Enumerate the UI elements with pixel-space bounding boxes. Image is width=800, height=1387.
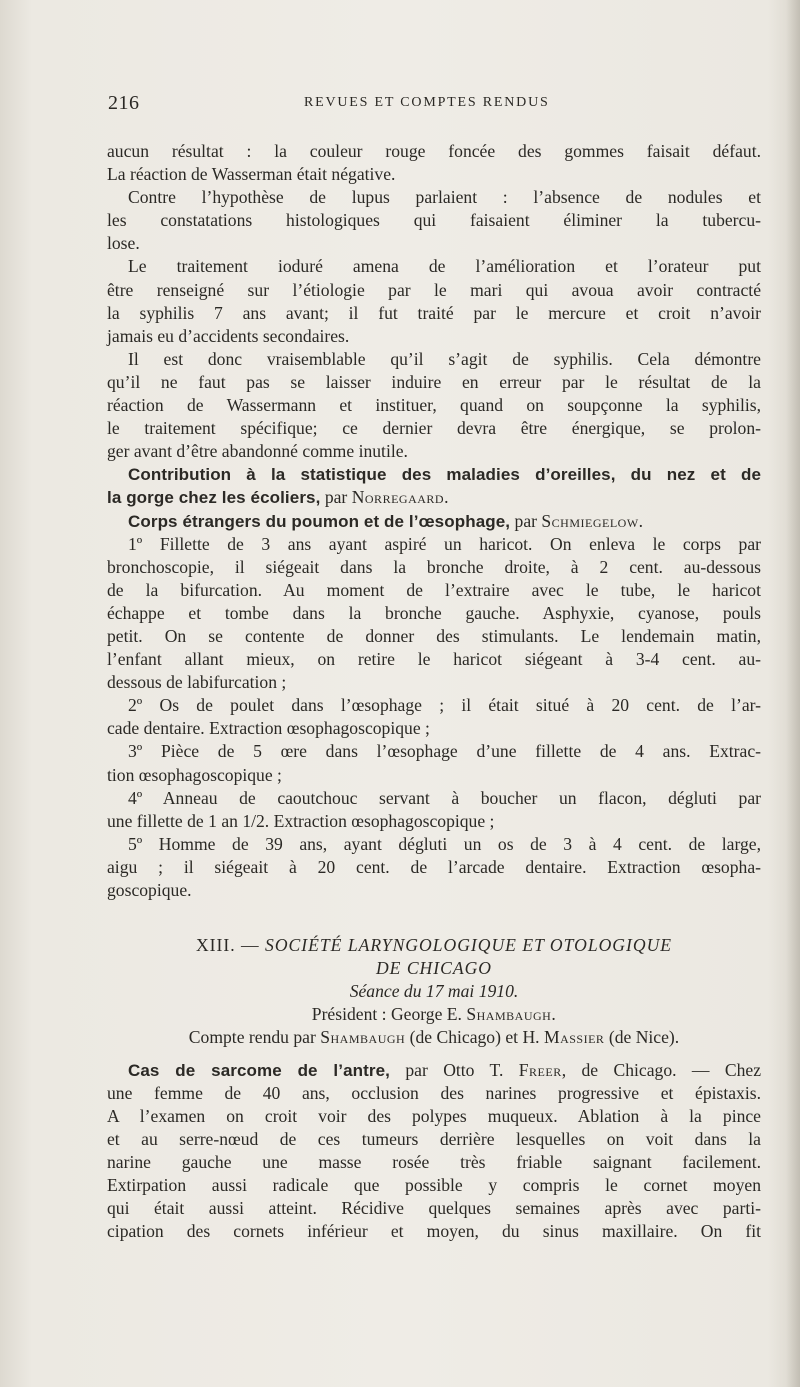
- article-title-corps-etrangers: [107, 510, 761, 533]
- text-line: lose.: [107, 233, 140, 254]
- reporter-name: Massier: [543, 1027, 605, 1048]
- text-line: et au serre-nœud de ces tumeurs derrière lesquelles on voit dans la: [107, 1128, 761, 1149]
- by-text: par Otto T.: [389, 1059, 519, 1080]
- president-name: Shambaugh.: [466, 1004, 557, 1025]
- author-name: Freer: [518, 1059, 562, 1080]
- spacer: [107, 1050, 761, 1059]
- text-line: une fillette de 1 an 1/2. Extraction œsophagoscopique ;: [107, 810, 495, 831]
- text-line: aucun résultat : la couleur rouge foncée des gommes faisait défaut.: [107, 141, 761, 161]
- article-title-statistique: Contribution à la statistique des maladies d’oreilles, du nez et de: [128, 465, 761, 485]
- text-line: 1º Fillette de 3 ans ayant aspiré un haricot. On enleva le corps par: [128, 533, 761, 554]
- text-line: Le traitement ioduré amena de l’amélioration et l’orateur put: [128, 256, 761, 277]
- text-line: La réaction de Wasserman était négative.: [107, 164, 396, 185]
- page-header: [0, 92, 800, 116]
- text-line: bronchoscopie, il siégeait dans la bronche droite, à 2 cent. au-dessous: [107, 556, 761, 577]
- text-line: 5º Homme de 39 ans, ayant dégluti un os de 3 à 4 cent. de large,: [128, 833, 761, 854]
- section-title-line2: DE CHICAGO: [375, 958, 493, 979]
- report-middle: (de Chicago) et H.: [405, 1027, 544, 1048]
- text-line: les constatations histologiques qui faisaient éliminer la tubercu-: [107, 210, 761, 231]
- text-line: tion œsophagoscopique ;: [107, 764, 282, 785]
- section-number: XIII. —: [195, 935, 266, 956]
- text-line: 2º Os de poulet dans l’œsophage ; il était situé à 20 cent. de l’ar-: [128, 695, 761, 716]
- text-line: l’enfant allant mieux, on retire le haricot siégeant à 3-4 cent. au-: [107, 649, 761, 670]
- text-line: qu’il ne faut pas se laisser induire en erreur par le résultat de la: [107, 371, 761, 392]
- author-name: Norregaard.: [351, 487, 449, 508]
- report-prefix: Compte rendu par: [188, 1027, 321, 1048]
- running-title: REVUES ET COMPTES RENDUS: [304, 95, 550, 110]
- article-title-text: la gorge chez les écoliers,: [107, 488, 321, 508]
- text-line: échappe et tombe dans la bronche gauche. Asphyxie, cyanose, pouls: [107, 602, 761, 623]
- by-text: par: [320, 487, 352, 508]
- text-line: être renseigné sur l’étiologie par le mari qui avoua avoir contracté: [107, 279, 761, 300]
- text-line: 3º Pièce de 5 œre dans l’œsophage d’une fillette de 4 ans. Extrac-: [128, 741, 761, 762]
- text-line: de la bifurcation. Au moment de l’extraire avec le tube, le haricot: [107, 579, 761, 600]
- article-title-text: Corps étrangers du poumon et de l’œsophage,: [128, 511, 511, 531]
- text-line: petit. On se contente de donner des stimulants. Le lendemain matin,: [107, 625, 761, 646]
- text-line: Extirpation aussi radicale que possible y compris le cornet moyen: [107, 1175, 761, 1196]
- report-suffix: (de Nice).: [604, 1027, 680, 1048]
- page-number: 216: [108, 92, 140, 114]
- page-body: [107, 140, 761, 1243]
- article-title-text: Cas de sarcome de l’antre,: [128, 1060, 390, 1080]
- text-line: Contre l’hypothèse de lupus parlaient : l’absence de nodules et: [128, 187, 761, 208]
- text-line: Il est donc vraisemblable qu’il s’agit de syphilis. Cela démontre: [128, 348, 761, 369]
- author-name: Schmiegelow.: [541, 510, 644, 531]
- article-title-sarcome: [107, 1059, 761, 1082]
- article-title-statistique-cont: [107, 486, 761, 509]
- text-line: dessous de labifurcation ;: [107, 672, 287, 693]
- text-line: narine gauche une masse rosée très friable saignant facilement.: [107, 1151, 761, 1172]
- session-date: Séance du 17 mai 1910.: [349, 981, 519, 1002]
- by-text: par: [510, 510, 542, 531]
- text-fragment: , de Chicago. — Chez: [561, 1059, 762, 1080]
- text-line: goscopique.: [107, 880, 192, 900]
- spacer: [107, 925, 761, 934]
- president-label: Président : George E.: [311, 1004, 467, 1025]
- text-line: une femme de 40 ans, occlusion des narines progressive et épistaxis.: [107, 1082, 761, 1103]
- text-line: A l’examen on croit voir des polypes muqueux. Ablation à la pince: [107, 1105, 761, 1126]
- report-authors-line: [107, 1026, 761, 1049]
- president-line: [107, 1003, 761, 1026]
- text-line: la syphilis 7 ans avant; il fut traité par le mercure et croit n’avoir: [107, 302, 761, 323]
- reporter-name: Shambaugh: [320, 1027, 406, 1048]
- text-line: 4º Anneau de caoutchouc servant à boucher un flacon, dégluti par: [128, 787, 761, 808]
- spacer: [107, 902, 761, 925]
- text-line: qui était aussi atteint. Récidive quelques semaines après avec parti-: [107, 1198, 761, 1219]
- text-line: cade dentaire. Extraction œsophagoscopique ;: [107, 718, 430, 739]
- text-line: cipation des cornets inférieur et moyen, du sinus maxillaire. On fit: [107, 1221, 761, 1242]
- section-title-text: SOCIÉTÉ LARYNGOLOGIQUE ET OTOLOGIQUE: [265, 935, 673, 956]
- text-line: le traitement spécifique; ce dernier devra être énergique, se prolon-: [107, 418, 761, 439]
- text-line: ger avant d’être abandonné comme inutile.: [107, 441, 408, 462]
- text-line: réaction de Wassermann et instituer, quand on soupçonne la syphilis,: [107, 395, 761, 416]
- section-title: [107, 934, 761, 957]
- text-line: aigu ; il siégeait à 20 cent. de l’arcade dentaire. Extraction œsopha-: [107, 856, 761, 877]
- text-line: jamais eu d’accidents secondaires.: [107, 325, 350, 346]
